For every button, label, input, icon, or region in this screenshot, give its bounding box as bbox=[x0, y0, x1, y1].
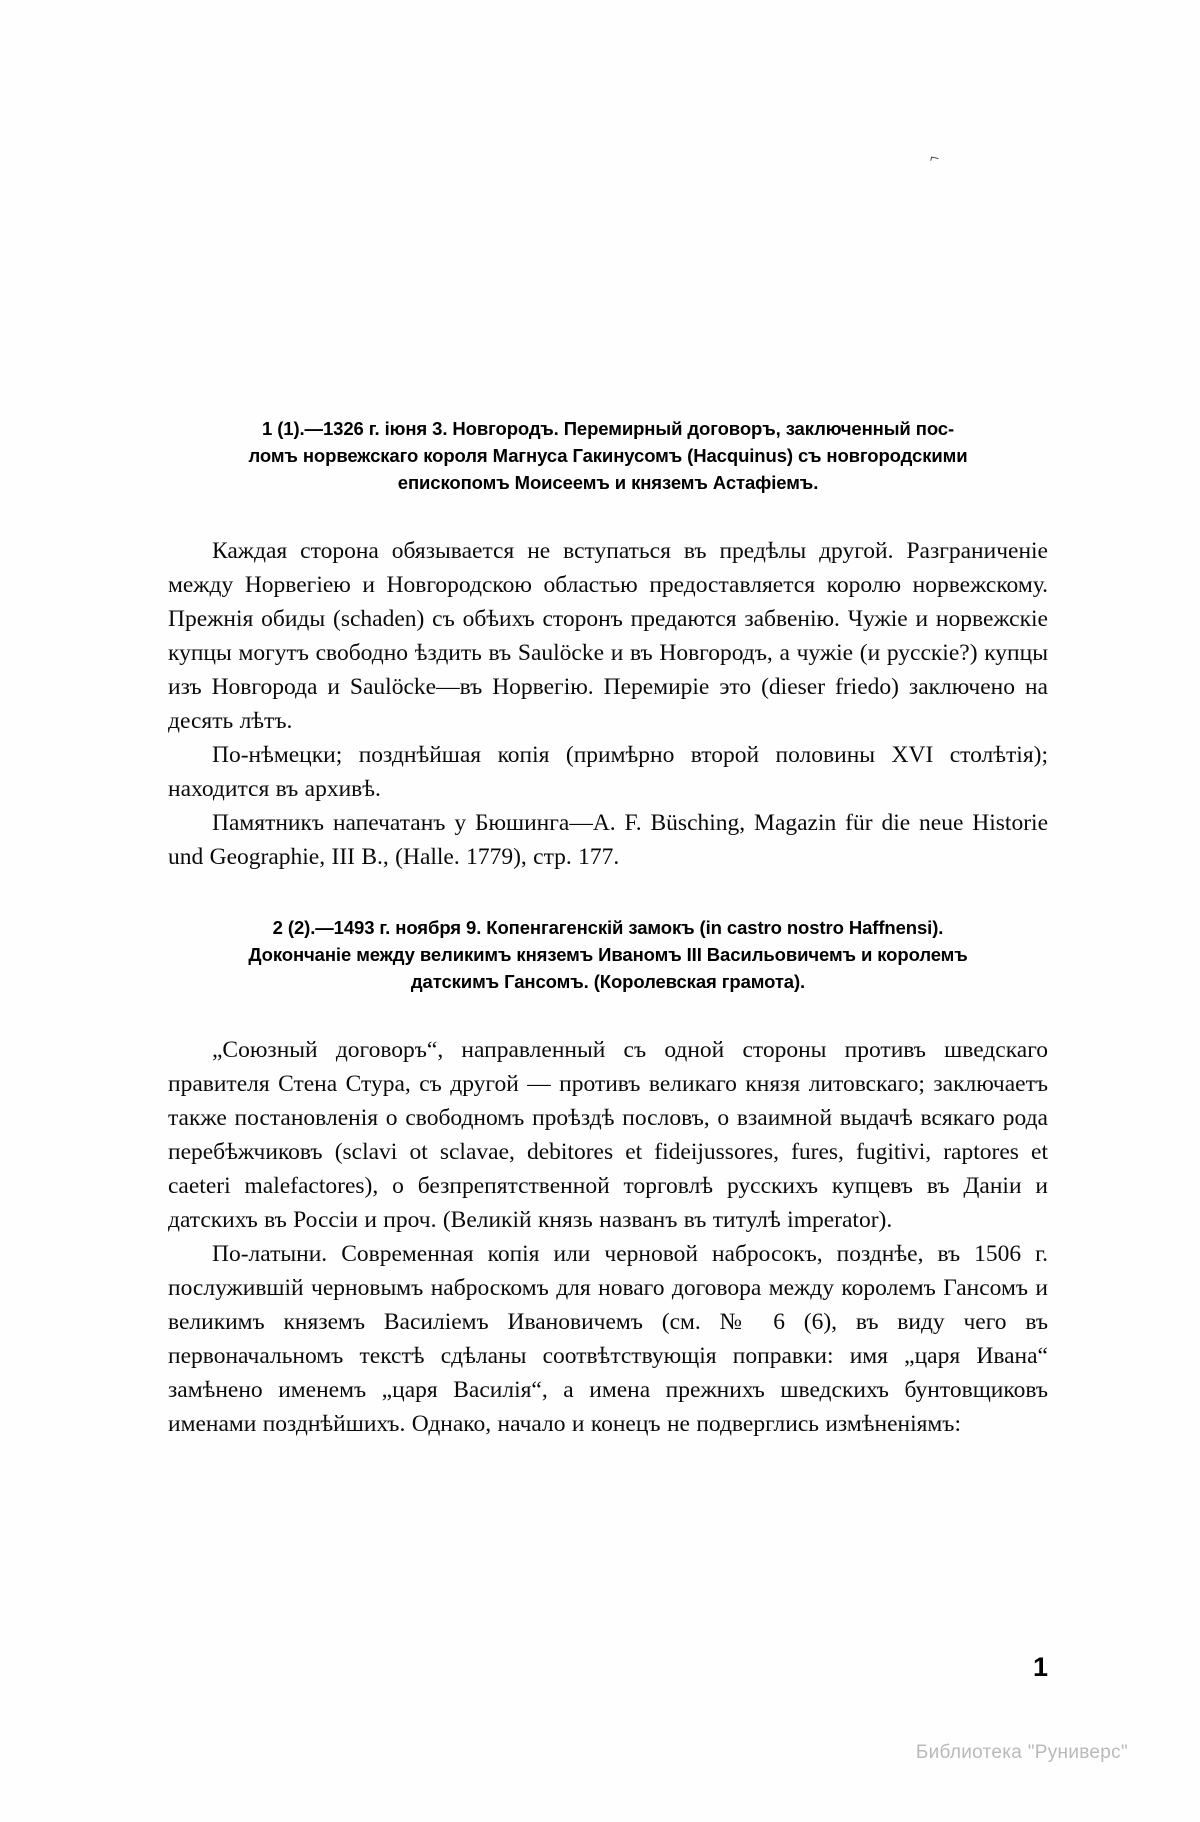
stray-pen-mark: ⌐ bbox=[928, 149, 941, 168]
entry-2-heading-line-2: Докончаніе между великимъ княземъ Иваномъ III Васильовичемъ и королемъ bbox=[248, 944, 968, 966]
entry-1-paragraph-2: По-нѣмецки; позднѣйшая копія (примѣрно второй половины XVI столѣтія); находится въ архивѣ. bbox=[168, 741, 1048, 803]
library-credit: Библиотека "Руниверс" bbox=[915, 1742, 1128, 1763]
entry-2 bbox=[168, 914, 1048, 1441]
entry-1-heading-line-3: епископомъ Моисеемъ и княземъ Астафіемъ. bbox=[397, 471, 819, 493]
entry-2-paragraph-1: „Союзный договоръ“, направленный съ одной стороны противъ шведскаго правителя Стена Стура, съ другой — противъ великаго князя литовскаго; заключаетъ также постановленія о свободномъ проѣздѣ пословъ, о взаимной выдачѣ всякаго рода перебѣжчиковъ (sclavi ot sclavae, debitores et fideijussores, fures, fugitivi, raptores et caeteri malefactores), о безпрепятственной торговлѣ русскихъ купцевъ въ Даніи и датскихъ въ Россіи и проч. (Великій князь названъ въ титулѣ imperator). bbox=[168, 1036, 1048, 1234]
entry-1-paragraph-1: Каждая сторона обязывается не вступаться въ предѣлы другой. Разграниченіе между Норвегіею и Новгородскою областью предоставляется королю норвежскому. Прежнія обиды (schaden) съ обѣихъ сторонъ предаются забвенію. Чужіе и норвежскіе купцы могутъ свободно ѣздить въ Saulöcke и въ Новгородъ, а чужіе (и русскіе?) купцы изъ Новгорода и Saulöcke—въ Норвегію. Перемиріе это (dieser friedo) заключено на десять лѣтъ. bbox=[168, 537, 1048, 734]
entry-1-paragraph-3: Памятникъ напечатанъ у Бюшинга—A. F. Büsching, Magazin für die neue Historie und Geographie, III B., (Halle. 1779), стр. 177. bbox=[168, 810, 1048, 871]
spacer bbox=[168, 508, 1048, 534]
entry-2-heading-line-3: датскимъ Гансомъ. (Королевская грамота). bbox=[410, 970, 806, 992]
entry-2-paragraph-2: По-латыни. Современная копія или черновой набросокъ, позднѣе, въ 1506 г. послужившій черновымъ наброскомъ для новаго договора между королемъ Гансомъ и великимъ княземъ Василіемъ Ивановичемъ (см. № 6 (6), въ виду чего въ первоначальномъ текстѣ сдѣланы соотвѣтствующія поправки: имя „царя Ивана“ замѣнено именемъ „царя Василія“, а имена прежнихъ шведскихъ бунтовщиковъ именами позднѣйшихъ. Однако, начало и конецъ не подверглись измѣненіямъ: bbox=[168, 1241, 1048, 1438]
entry-1 bbox=[168, 415, 1048, 874]
spacer bbox=[168, 1007, 1048, 1033]
page-content bbox=[168, 415, 1048, 1442]
entry-1-heading-line-1: 1 (1).—1326 г. іюня 3. Новгородъ. Перемирный договоръ, заключенный пос- bbox=[261, 418, 955, 439]
entry-1-heading-line-2: ломъ норвежскаго короля Магнуса Гакинусомъ (Hacquinus) съ новгородскими bbox=[248, 444, 968, 466]
entry-2-heading-line-1: 2 (2).—1493 г. ноября 9. Копенгагенскій замокъ (in castro nostro Haffnensi). bbox=[272, 917, 944, 939]
page-number: 1 bbox=[1032, 1652, 1048, 1682]
spacer bbox=[168, 874, 1048, 914]
